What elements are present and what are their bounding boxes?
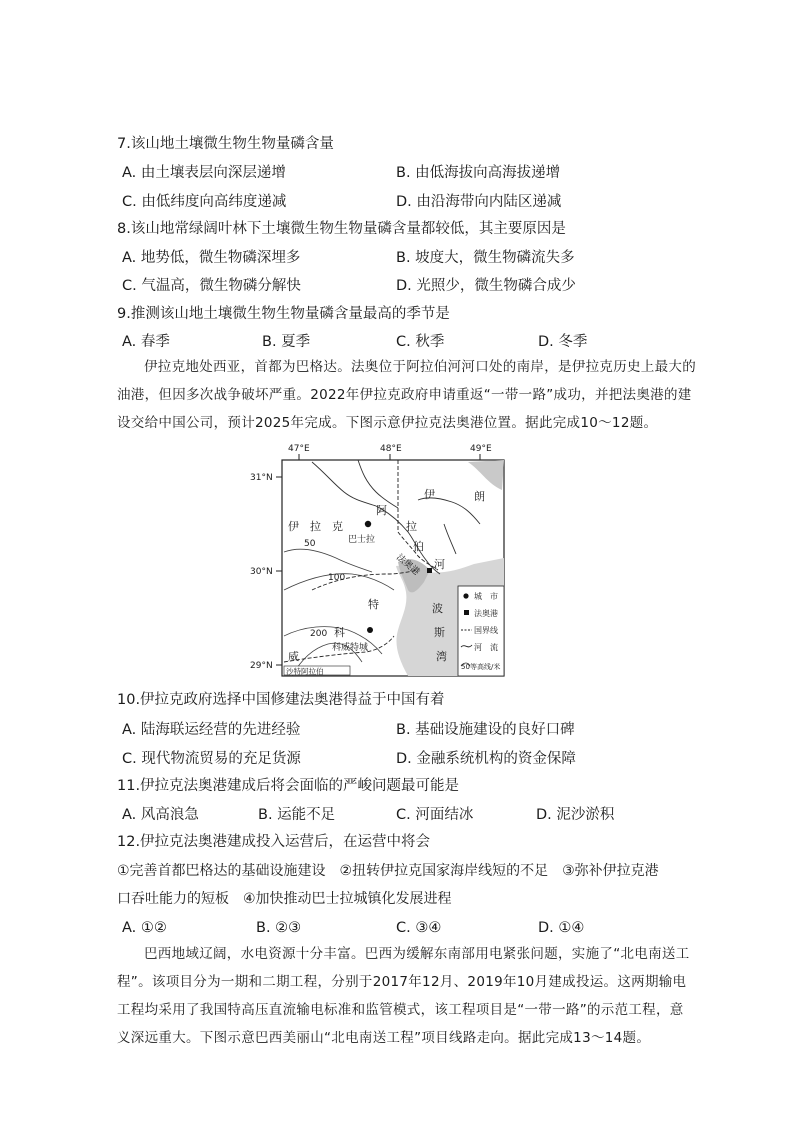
q9-option-a: A. 春季 — [122, 334, 170, 350]
q12-statements-line2: 口吞吐能力的短板 ④加快推动巴士拉城镇化发展进程 — [117, 891, 452, 907]
label-river-1: 阿 — [376, 504, 387, 517]
legend-port: 法奥港 — [474, 609, 498, 618]
q7-option-c: C. 由低纬度向高纬度递减 — [122, 194, 287, 210]
q9-option-d: D. 冬季 — [538, 334, 588, 350]
q8-option-b: B. 坡度大，微生物磷流失多 — [396, 250, 575, 266]
kuwait-city-dot — [367, 627, 373, 633]
basra-city-dot — [365, 521, 371, 527]
q7-option-b: B. 由低海拔向高海拔递增 — [396, 165, 561, 181]
label-river-4: 河 — [434, 558, 445, 571]
label-iraq-1: 伊 — [288, 520, 299, 533]
map-svg — [248, 440, 506, 680]
lon-label-48: 48°E — [380, 444, 402, 454]
label-contour-100: 100 — [328, 573, 346, 583]
q12-option-a: A. ①② — [122, 920, 167, 936]
legend-border: 国界线 — [474, 626, 498, 635]
legend-city: 城 市 — [474, 592, 498, 601]
q11-stem: 11.伊拉克法奥港建成后将会面临的严峻问题最可能是 — [117, 778, 460, 794]
lat-label-31: 31°N — [250, 473, 273, 483]
map-faw-port — [248, 440, 506, 680]
q8-option-a: A. 地势低，微生物磷深埋多 — [122, 250, 301, 266]
legend-river: 河 流 — [474, 643, 498, 652]
q8-stem: 8.该山地常绿阔叶林下土壤微生物生物量磷含量都较低，其主要原因是 — [117, 221, 566, 237]
label-gulf-3: 湾 — [436, 650, 447, 663]
q12-option-c: C. ③④ — [396, 920, 442, 936]
lon-label-47: 47°E — [288, 444, 310, 454]
q12-statements-line1: ①完善首都巴格达的基础设施建设 ②扭转伊拉克国家海岸线短的不足 ③弥补伊拉克港 — [117, 863, 659, 879]
legend-contour-value: 50 — [461, 663, 470, 671]
passage-iraq: 伊拉克地处西亚，首都为巴格达。法奥位于阿拉伯河河口处的南岸，是伊拉克历史上最大的油港，但因多次战争破坏严重。2022年伊拉克政府申请重返“一带一路”成功，并把法奥港的建设交给中国公司，预计2025年完成。下图示意伊拉克法奥港位置。据此完成10～12题。 — [117, 359, 696, 431]
label-gulf-2: 斯 — [434, 626, 445, 639]
lon-label-49: 49°E — [470, 444, 492, 454]
passage-brazil: 巴西地域辽阔，水电资源十分丰富。巴西为缓解东南部用电紧张问题，实施了“北电南送工程”。该项目分为一期和二期工程，分别于2017年12月、2019年10月建成投运。这两期输电工程均采用了我国特高压直流输电标准和监管模式，该工程项目是“一带一路”的示范工程，意义深远重大。下图示意巴西美丽山“北电南送工程”项目线路走向。据此完成13～14题。 — [117, 946, 690, 1046]
q8-option-d: D. 光照少，微生物磷合成少 — [396, 278, 576, 294]
lat-label-30: 30°N — [250, 567, 273, 577]
q11-option-a: A. 风高浪急 — [122, 807, 199, 823]
label-kuwait-3: 特 — [368, 598, 379, 611]
label-river-3: 伯 — [413, 540, 424, 553]
label-saudi: 沙特阿拉伯 — [286, 667, 324, 676]
q10-option-b: B. 基础设施建设的良好口碑 — [396, 722, 575, 738]
q12-option-b: B. ②③ — [256, 920, 302, 936]
label-iran-2: 朗 — [474, 490, 485, 503]
faw-port-marker — [427, 568, 432, 573]
label-kuwait-city: 科威特城 — [332, 643, 369, 653]
map-legend — [458, 586, 504, 676]
label-contour-50: 50 — [304, 539, 316, 549]
q11-option-c: C. 河面结冰 — [396, 807, 474, 823]
q8-option-c: C. 气温高，微生物磷分解快 — [122, 278, 301, 294]
label-iran-1: 伊 — [424, 488, 435, 501]
label-iraq-2: 拉 — [310, 520, 321, 533]
lat-label-29: 29°N — [250, 661, 273, 671]
q10-option-a: A. 陆海联运经营的先进经验 — [122, 722, 301, 738]
label-basra: 巴士拉 — [348, 535, 376, 545]
legend-port-icon — [464, 610, 469, 615]
legend-contour: 等高线/米 — [470, 663, 501, 671]
legend-city-icon — [463, 593, 468, 598]
label-contour-200: 200 — [310, 629, 328, 639]
q11-option-b: B. 运能不足 — [258, 807, 336, 823]
label-river-2: 拉 — [406, 520, 417, 533]
q9-option-c: C. 秋季 — [396, 334, 445, 350]
q10-option-d: D. 金融系统机构的资金保障 — [396, 751, 576, 767]
q7-option-d: D. 由沿海带向内陆区递减 — [396, 194, 562, 210]
label-kuwait-1: 科 — [334, 626, 345, 639]
q10-option-c: C. 现代物流贸易的充足货源 — [122, 751, 301, 767]
q12-option-d: D. ①④ — [538, 920, 585, 936]
q7-stem: 7.该山地土壤微生物生物量磷含量 — [117, 136, 334, 152]
q11-option-d: D. 泥沙淤积 — [536, 807, 615, 823]
q7-option-a: A. 由土壤表层向深层递增 — [122, 165, 286, 181]
label-faw-port: 法奥港 — [394, 552, 422, 578]
q10-stem: 10.伊拉克政府选择中国修建法奥港得益于中国有着 — [117, 692, 445, 708]
q9-option-b: B. 夏季 — [262, 334, 311, 350]
label-iraq-3: 克 — [332, 520, 343, 533]
label-gulf-1: 波 — [432, 602, 443, 615]
q9-stem: 9.推测该山地土壤微生物生物量磷含量最高的季节是 — [117, 306, 450, 322]
q12-stem: 12.伊拉克法奥港建成投入运营后，在运营中将会 — [117, 834, 431, 850]
label-kuwait-2: 威 — [288, 650, 299, 663]
